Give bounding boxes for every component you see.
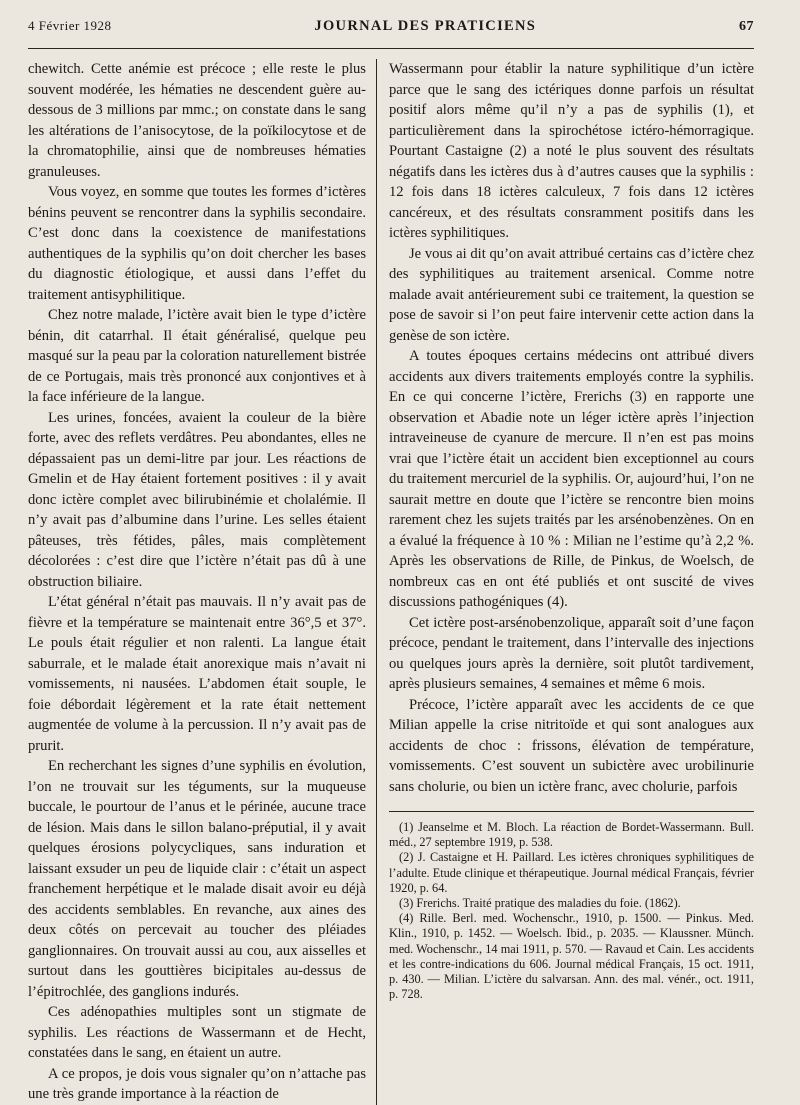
right-column [376,59,754,1105]
left-column [28,59,376,1105]
footnote: (3) Frerichs. Traité pratique des maladies du foie. (1862). [399,896,681,911]
paragraph: Ces adénopathies multiples sont un stigmate de syphilis. Les réactions de Wassermann et de Hecht, constatées dans le sang, en étaient un autre. [28,1004,366,1061]
paragraph: Chez notre malade, l’ictère avait bien le type d’ictère bénin, dit catarrhal. Il était généralisé, quelque peu masqué sur la peau par la coloration naturellement bistrée de ce Portugais, mais très prononcé aux conjontives et à la face inférieure de la langue. [28,307,366,405]
paragraph: chewitch. Cette anémie est précoce ; elle reste le plus souvent modérée, les hématies ne descendent guère au-dessous de 3 millions par mmc.; on constate dans le sang les altérations de l’anisocytose, de la poïkilocytose et de la chromatophilie, ainsi que de nombreuses hématies granuleuses. [28,61,366,180]
paragraph: Je vous ai dit qu’on avait attribué certains cas d’ictère chez des syphilitiques au traitement arsenical. Comme notre malade avait antérieurement subi ce traitement, la question se pose de savoir si l’on peut faire intervenir cette action dans la genèse de son ictère. [389,245,754,344]
page-number: 67 [739,19,754,34]
issue-date: 4 Février 1928 [28,18,112,33]
paragraph: A toutes époques certains médecins ont attribué divers accidents aux divers traitements employés contre la syphilis. En ce qui concerne l’ictère, Frerichs (3) en rapporte une observation et Abadie note un léger ictère après l’injection intraveineuse de cyanure de mercure. Il n’en est pas moins vrai que l’ictère était un accident bien exceptionnel au cours du traitement mercuriel de la syphilis. Or, aujourd’hui, l’on ne saurait mettre en doute que l’ictère se rencontre bien moins rarement chez les sujets traités par les arsénobenzènes. On en a évalué la fréquence à 10 % : Milian ne l’estime qu’à 2,2 %. Après les observations de Rille, de Pinkus, de Woelsch, de nombreux cas en ont été publiés et ont suscité de vives discussions pathogéniques (4). [389,348,754,610]
footnote: (2) J. Castaigne et H. Paillard. Les ictères chroniques syphilitiques de l’adulte. Etude clinique et thérapeutique. Journal médical Français, février 1920, p. 64. [389,850,755,895]
paragraph: A ce propos, je dois vous signaler qu’on n’attache pas une très grande importance à la réaction de [28,1065,366,1102]
paragraph: L’état général n’était pas mauvais. Il n’y avait pas de fièvre et la température se maintenait entre 36°,5 et 37°. Le pouls était régulier et non ralenti. La langue était saburrale, et le malade était anorexique mais n’avait ni vomissements, ni nausées. L’abdomen était souple, le foie débordait légèrement et la rate était nettement augmentée de volume à la percussion. Il n’y avait pas de prurit. [28,594,366,754]
footnote: (4) Rille. Berl. med. Wochenschr., 1910, p. 1500. — Pinkus. Med. Klin., 1910, p. 1452. — Woelsch. Ibid., p. 2035. — Klaussner. Münch. med. Wochenschr., 14 mai 1911, p. 570. — Ravaud et Cain. Les accidents et les contre-indications du 606. Journal médical Français, 15 oct. 1911, p. 430. — Milian. L’ictère du salvarsan. Ann. des mal. vénér., oct. 1911, p. 728. [389,911,754,1002]
paragraph: Les urines, foncées, avaient la couleur de la bière forte, avec des reflets verdâtres. Peu abondantes, elles ne dépassaient pas un demi-litre par jour. Les réactions de Gmelin et de Hay étaient fortement positives : il y avait donc ictère complet avec bilirubinémie et cholalémie. Il n’y avait pas d’albumine dans l’urine. Les selles étaient pâteuses, très fétides, pâles, mais complètement décolorées : c’est dire que l’ictère n’était pas dû à une obstruction biliaire. [28,409,366,590]
paragraph: Cet ictère post-arsénobenzolique, apparaît soit d’une façon précoce, pendant le traitement, dans l’intervalle des injections ou quelques jours après la dernière, soit plutôt tardivement, après plusieurs semaines, 4 semaines et même 6 mois. [389,614,754,692]
paragraph: Précoce, l’ictère apparaît avec les accidents de ce que Milian appelle la crise nitritoïde et qui sont analogues aux accidents de choc : frissons, élévation de température, vomissements. C’est souvent un subictère avec urobilinurie sans cholurie, ou bien un ictère franc, avec cholurie, parfois [389,696,754,795]
paragraph: Wassermann pour établir la nature syphilitique d’un ictère parce que le sang des ictériques donne parfois un résultat positif alors même qu’il n’y a pas de syphilis (1), et particulièrement dans la spirochétose ictéro-hémorragique. Pourtant Castaigne (2) a noté le plus souvent des résultats négatifs dans les ictères dus à d’autres causes que la syphilis : 12 fois dans 18 ictères calculeux, 7 fois dans 12 ictères cancéreux, et des résultats consramment positifs dans les ictères syphilitiques. [389,61,754,241]
journal-title: JOURNAL DES PRATICIENS [314,18,537,34]
paragraph: En recherchant les signes d’une syphilis en évolution, l’on ne trouvait sur les téguments, sur la muqueuse buccale, le pourtour de l’anus et le périnée, aucune trace de lésion. Mais dans le sillon balano-préputial, il y avait quelques érosions polycycliques, sans induration et laissant exsuder un peu de liquide clair : c’était un aspect franchement herpétique et le malade disait avoir eu déjà des accidents semblables. En revanche, aux aines des deux côtés on percevait au toucher des pléiades ganglionnaires. On trouvait aussi au cou, aux aisselles et surtout dans les gouttières bicipitales au-dessus de l’épitrochlée, des ganglions indurés. [28,758,366,1000]
running-header [28,18,754,49]
footnotes [389,811,754,1002]
paragraph: Vous voyez, en somme que toutes les formes d’ictères bénins peuvent se rencontrer dans la syphilis secondaire. C’est donc dans la coexistence de manifestations authentiques de la syphilis qu’on doit chercher les bases du diagnostic étiologique, et aussi dans l’effet du traitement antisyphilitique. [28,184,366,303]
footnote: (1) Jeanselme et M. Bloch. La réaction de Bordet-Wassermann. Bull. méd., 27 septembre 1919, p. 538. [389,820,754,850]
two-column-body [28,59,754,1105]
